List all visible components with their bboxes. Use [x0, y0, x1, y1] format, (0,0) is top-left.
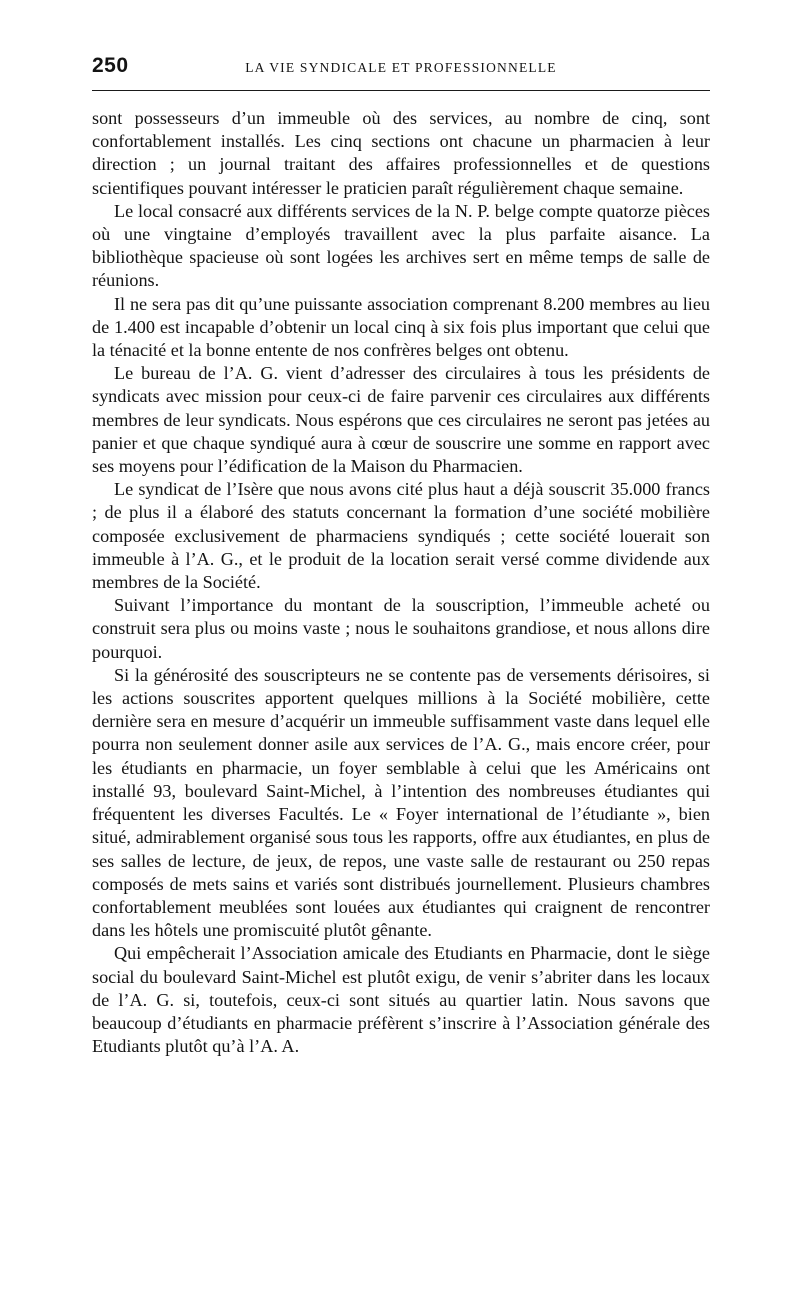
- paragraph: Qui empêcherait l’Association amicale des Etudiants en Pharmacie, dont le siège social du boulevard Saint-Michel est plutôt exigu, de venir s’abriter dans les locaux de l’A. G. si, toutefois, ceux-ci sont situés au quartier latin. Nous savons que beaucoup d’étudiants en pharmacie préfèrent s’inscrire à l’Association générale des Etudiants plutôt qu’à l’A. A.: [92, 943, 710, 1057]
- paragraph: Le local consacré aux différents services de la N. P. belge compte quatorze pièces où une vingtaine d’employés travaillent avec la plus parfaite aisance. La bibliothèque spacieuse où sont logées les archives sert en même temps de salle de réunions.: [92, 200, 710, 291]
- paragraph: Il ne sera pas dit qu’une puissante association comprenant 8.200 membres au lieu de 1.400 est incapable d’obtenir un local cinq à six fois plus important que celui que la ténacité et la bonne entente de nos confrères belges ont obtenu.: [92, 293, 710, 361]
- body-text: [92, 107, 710, 1058]
- running-title: LA VIE SYNDICALE ET PROFESSIONNELLE: [245, 60, 557, 75]
- paragraph: sont possesseurs d’un immeuble où des services, au nombre de cinq, sont confortablement installés. Les cinq sections ont chacune un pharmacien à leur direction ; un journal traitant des affaires professionnelles et de questions scientifiques pouvant intéresser le praticien paraît régulièrement chaque semaine.: [92, 108, 710, 198]
- paragraph: Si la générosité des souscripteurs ne se contente pas de versements dérisoires, si les actions souscrites apportent quelques millions à la Société mobilière, cette dernière sera en mesure d’acquérir un immeuble suffisamment vaste dans lequel elle pourra non seulement donner asile aux services de l’A. G., mais encore créer, pour les étudiants en pharmacie, un foyer semblable à celui que les Américains ont installé 93, boulevard Saint-Michel, à l’intention des nombreuses étudiantes qui fréquentent les diverses Facultés. Le « Foyer international de l’étudiante », bien situé, admirablement organisé sous tous les rapports, offre aux étudiantes, en plus de ses salles de lecture, de jeux, de repos, une vaste salle de restaurant ou 250 repas composés de mets sains et variés sont distribués journellement. Plusieurs chambres confortablement meublées sont louées aux étudiantes qui craignent de rencontrer dans les hôtels une promiscuité plutôt gênante.: [92, 664, 710, 941]
- page-number: 250: [92, 54, 129, 77]
- running-head: [92, 54, 710, 80]
- paragraph: Suivant l’importance du montant de la souscription, l’immeuble acheté ou construit sera plus ou moins vaste ; nous le souhaitons grandiose, et nous allons dire pourquoi.: [92, 595, 710, 662]
- paragraph: Le syndicat de l’Isère que nous avons cité plus haut a déjà souscrit 35.000 francs ; de plus il a élaboré des statuts concernant la formation d’une société mobilière composée exclusivement de pharmaciens syndiqués ; cette société louerait son immeuble à l’A. G., et le produit de la location serait versé comme dividende aux membres de la Société.: [92, 479, 710, 593]
- book-page: [92, 54, 710, 1058]
- header-rule: [92, 90, 710, 91]
- paragraph: Le bureau de l’A. G. vient d’adresser des circulaires à tous les présidents de syndicats avec mission pour ceux-ci de faire parvenir ces circulaires aux différents membres de leur syndicats. Nous espérons que ces circulaires ne seront pas jetées au panier et que chaque syndiqué aura à cœur de souscrire une somme en rapport avec ses moyens pour l’édification de la Maison du Pharmacien.: [92, 363, 710, 477]
